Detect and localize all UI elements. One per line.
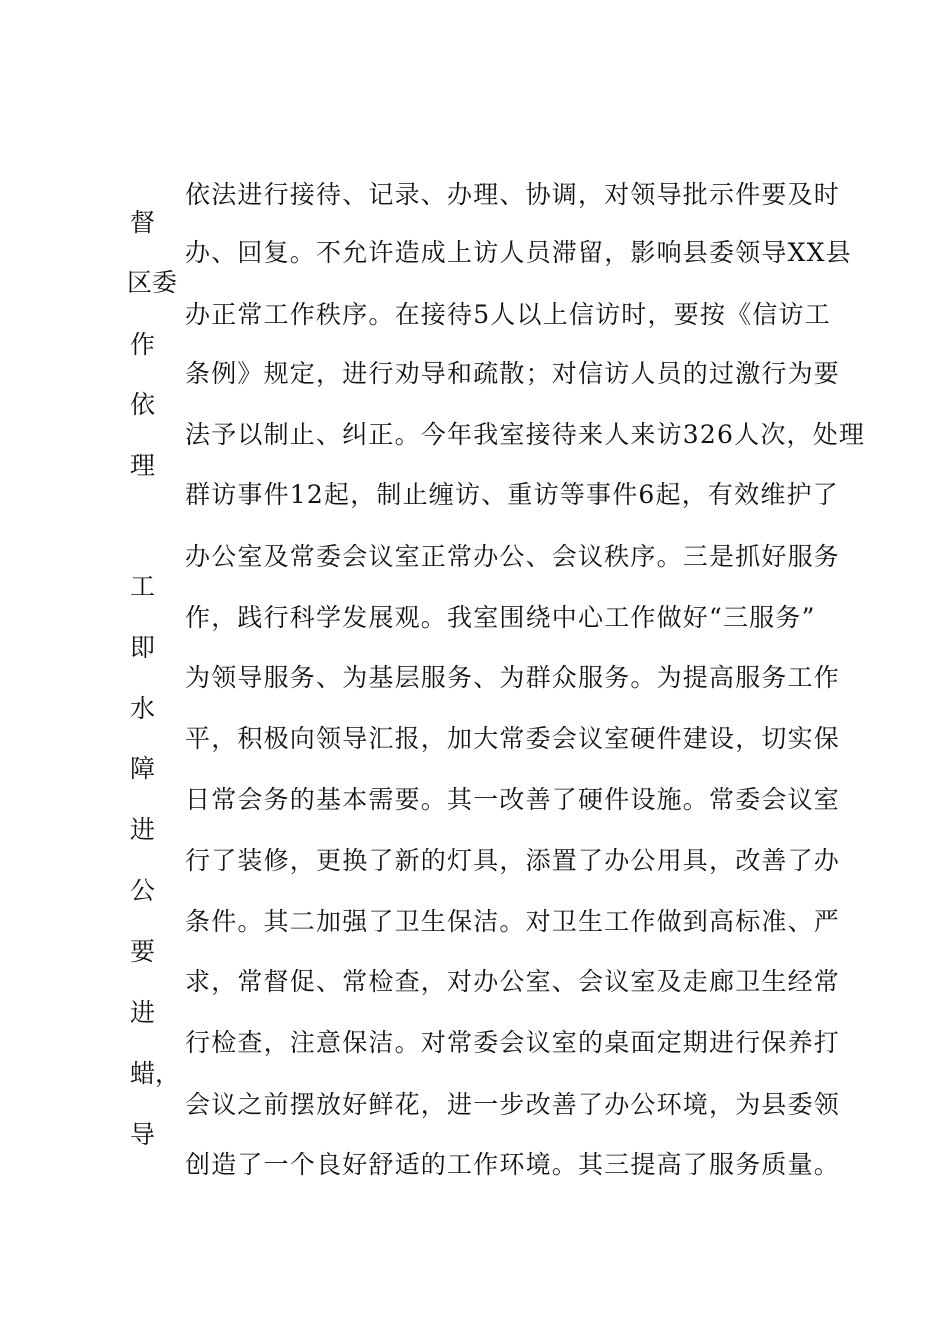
text-line: 创造了一个良好舒适的工作环境。其三提高了服务质量。 [185, 1150, 841, 1179]
margin-char: 区委 [127, 268, 178, 297]
text-line: 行检查，注意保洁。对常委会议室的桌面定期进行保养打 [185, 1028, 841, 1057]
margin-char: 公 [130, 876, 156, 905]
margin-char: 即 [130, 633, 156, 662]
margin-char: 督 [130, 208, 156, 237]
margin-char: 要 [130, 937, 156, 966]
text-line: 办正常工作秩序。在接待5人以上信访时，要按《信访工 [185, 300, 831, 329]
text-line: 求，常督促、常检查，对办公室、会议室及走廊卫生经常 [185, 967, 841, 996]
margin-char: 理 [130, 451, 156, 480]
margin-char: 进 [130, 815, 156, 844]
text-line: 会议之前摆放好鲜花，进一步改善了办公环境，为县委领 [185, 1090, 841, 1119]
text-line: 办公室及常委会议室正常办公、会议秩序。三是抓好服务 [185, 542, 841, 571]
margin-char: 进 [130, 998, 156, 1027]
text-line: 条例》规定，进行劝导和疏散；对信访人员的过激行为要 [185, 359, 841, 388]
text-line: 行了装修，更换了新的灯具，添置了办公用具，改善了办 [185, 846, 841, 875]
text-line: 群访事件12起，制止缠访、重访等事件6起，有效维护了 [185, 480, 839, 509]
margin-char: 障 [130, 754, 156, 783]
margin-char: 依 [130, 390, 156, 419]
margin-char: 蜡， [130, 1059, 181, 1088]
margin-char: 作 [130, 330, 156, 359]
margin-char: 导 [130, 1120, 156, 1149]
text-line: 平，积极向领导汇报，加大常委会议室硬件建设，切实保 [185, 724, 841, 753]
text-line: 为领导服务、为基层服务、为群众服务。为提高服务工作 [185, 663, 841, 692]
text-line: 作，践行科学发展观。我室围绕中心工作做好“三服务” [185, 603, 816, 632]
text-line: 条件。其二加强了卫生保洁。对卫生工作做到高标准、严 [185, 907, 841, 936]
margin-char: 工 [130, 572, 156, 601]
text-line: 日常会务的基本需要。其一改善了硬件设施。常委会议室 [185, 785, 841, 814]
text-line: 依法进行接待、记录、办理、协调，对领导批示件要及时 [185, 180, 841, 209]
text-line: 办、回复。不允许造成上访人员滞留，影响县委领导XX县 [185, 238, 852, 267]
margin-char: 水 [130, 694, 156, 723]
text-line: 法予以制止、纠正。今年我室接待来人来访326人次，处理 [185, 420, 866, 449]
